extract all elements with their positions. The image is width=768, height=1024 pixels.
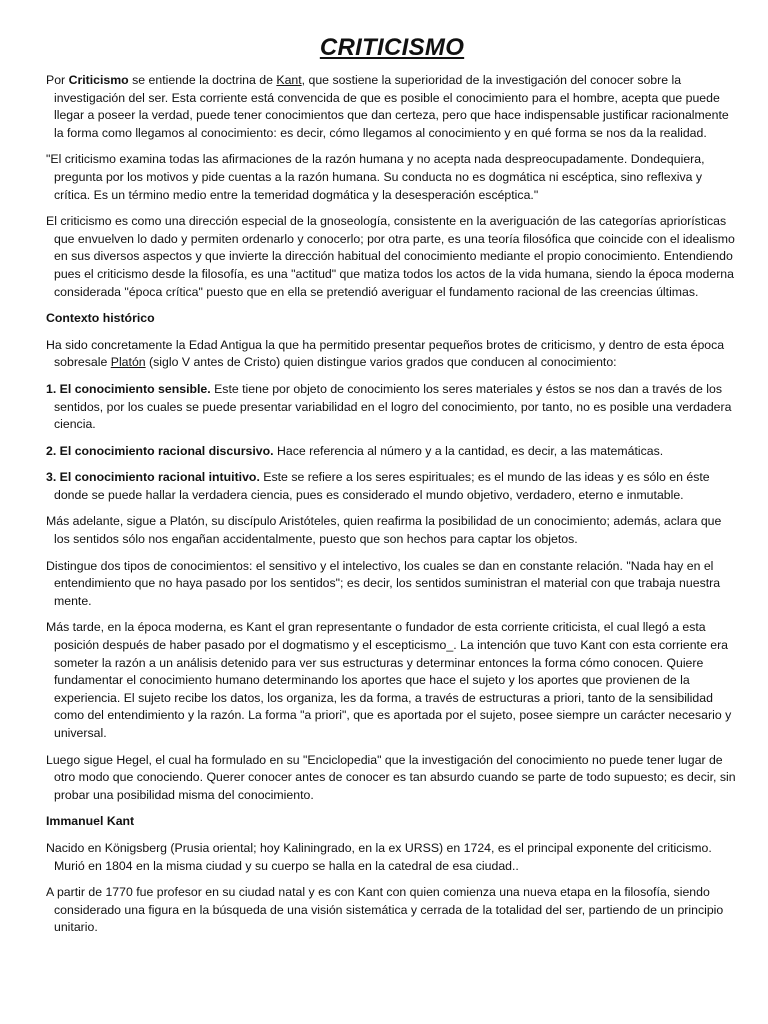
paragraph-edad-antigua bbox=[46, 337, 738, 372]
paragraph-kant-nacimiento: Nacido en Königsberg (Prusia oriental; hoy Kaliningrado, en la ex URSS) en 1724, es el principal exponente del criticismo. Murió en 1804 en la misma ciudad y su cuerpo se halla en la catedral de esa ciudad.. bbox=[46, 840, 712, 873]
edad-antigua-text-2: (siglo V antes de Cristo) quien distingue varios grados que conducen al conocimiento: bbox=[145, 355, 617, 370]
list-item-1-label: 1. El conocimiento sensible. bbox=[46, 381, 211, 396]
criticismo-term: Criticismo bbox=[68, 73, 129, 87]
list-item-3 bbox=[46, 469, 738, 504]
paragraph-tipos-conocimiento: Distingue dos tipos de conocimientos: el sensitivo y el intelectivo, los cuales se dan en constante relación. "Nada hay en el entendimiento que no haya pasado por los sentidos"; es decir, los sentidos suministran el material con que trabaja nuestra mente. bbox=[46, 558, 721, 608]
platon-link[interactable]: Platón bbox=[110, 355, 146, 370]
heading-contexto-historico: Contexto histórico bbox=[46, 311, 155, 326]
paragraph-kant-profesor: A partir de 1770 fue profesor en su ciudad natal y es con Kant con quien comienza una nueva etapa en la filosofía, siendo considerado una figura en la búsqueda de una visión sistemática y cerrada de la totalidad del ser, partiendo de un principio unitario. bbox=[46, 885, 724, 935]
paragraph-aristoteles: Más adelante, sigue a Platón, su discípulo Aristóteles, quien reafirma la posibilidad de un conocimiento; además, aclara que los sentidos sólo nos engañan accidentalmente, puesto que son hechos para captar los objetos. bbox=[46, 514, 722, 547]
list-item-2 bbox=[46, 443, 738, 461]
list-item-3-text: Este se refiere a los seres espirituales; es el mundo de las ideas y es sólo en éste donde se puede hallar la verdadera ciencia, pues es considerado el mundo objetivo, verdadero, eterno e inmutable. bbox=[54, 470, 710, 502]
paragraph-hegel: Luego sigue Hegel, el cual ha formulado en su "Enciclopedia" que la investigación del conocimiento no puede tener lugar de otro modo que conociendo. Querer conocer antes de conocer es tan absurdo cuando se parte de todo supuesto; es decir, sin probar una posibilidad misma del conocimiento. bbox=[46, 752, 736, 802]
list-item-2-text: Hace referencia al número y a la cantidad, es decir, a las matemáticas. bbox=[273, 443, 664, 458]
document-title: CRITICISMO bbox=[319, 34, 465, 61]
list-item-1-text: Este tiene por objeto de conocimiento los seres materiales y éstos se nos dan a través de los sentidos, por los cuales se puede presentar variabilidad en el logro del conocimiento, por tanto, no es posible una verdadera ciencia. bbox=[54, 381, 732, 432]
intro-text-2: se entiende la doctrina de bbox=[128, 73, 277, 87]
kant-link[interactable]: Kant bbox=[276, 73, 302, 87]
intro-text-3: , que sostiene la superioridad de la investigación del conocer sobre la investigación del ser. Esta corriente está convencida de que es posible el conocimiento para el hombre, acepta que puede llegar a poseer la verdad, puede tener conocimientos que dan certeza, pero que hace indispensable justificar racionalmente la forma como llegamos al conocimiento: es decir, cómo llegamos al conocimiento y en qué forma se nos da la realidad. bbox=[54, 73, 729, 140]
list-item-1 bbox=[46, 381, 738, 434]
list-item-3-label: 3. El conocimiento racional intuitivo. bbox=[46, 470, 260, 485]
intro-text-1: Por bbox=[46, 73, 69, 87]
list-item-2-label: 2. El conocimiento racional discursivo. bbox=[46, 443, 274, 458]
edad-antigua-text-1: Ha sido concretamente la Edad Antigua la que ha permitido presentar pequeños brotes de criticismo, y dentro de esta época sobresale bbox=[46, 337, 725, 370]
heading-immanuel-kant: Immanuel Kant bbox=[46, 814, 135, 829]
quote-paragraph: "El criticismo examina todas las afirmaciones de la razón humana y no acepta nada despreocupadamente. Dondequiera, pregunta por los motivos y pide cuentas a la razón humana. Su conducta no es dogmática ni escéptica, sino reflexiva y crítica. Es un término medio entre la temeridad dogmática y la desesperación escéptica." bbox=[46, 152, 705, 202]
intro-paragraph bbox=[46, 72, 738, 142]
paragraph-kant-moderna: Más tarde, en la época moderna, es Kant el gran representante o fundador de esta corriente criticista, el cual llegó a esta posición después de haber pasado por el dogmatismo y el escepticismo_. La intención que tuvo Kant con esta corriente era someter la razón a un análisis detenido para ver sus estructuras y determinar entonces la forma cómo conocen. Quiere fundamentar el conocimiento humano determinando los aportes que hace el sujeto y los aportes que provienen de la experiencia. El sujeto recibe los datos, los organiza, les da forma, a través de estructuras a priori, tanto de la sensibilidad como del entendimiento y la razón. La forma "a priori", que es aportada por el sujeto, posee siempre un carácter necesario y universal. bbox=[46, 620, 732, 740]
paragraph-gnoseologia: El criticismo es como una dirección especial de la gnoseología, consistente en la averiguación de las categorías apriorísticas que envuelven lo dado y permiten ordenarlo y conocerlo; por otra parte, es una teoría filosófica que coincide con el idealismo en sus diversos aspectos y que invierte la dirección habitual del conocimiento mediante el propio conocimiento. Entendiendo pues el criticismo desde la filosofía, es una "actitud" que matiza todos los actos de la vida humana, siendo la época moderna considerada "época crítica" puesto que en ella se pretendió averiguar el fundamento racional de las creencias últimas. bbox=[46, 214, 735, 299]
